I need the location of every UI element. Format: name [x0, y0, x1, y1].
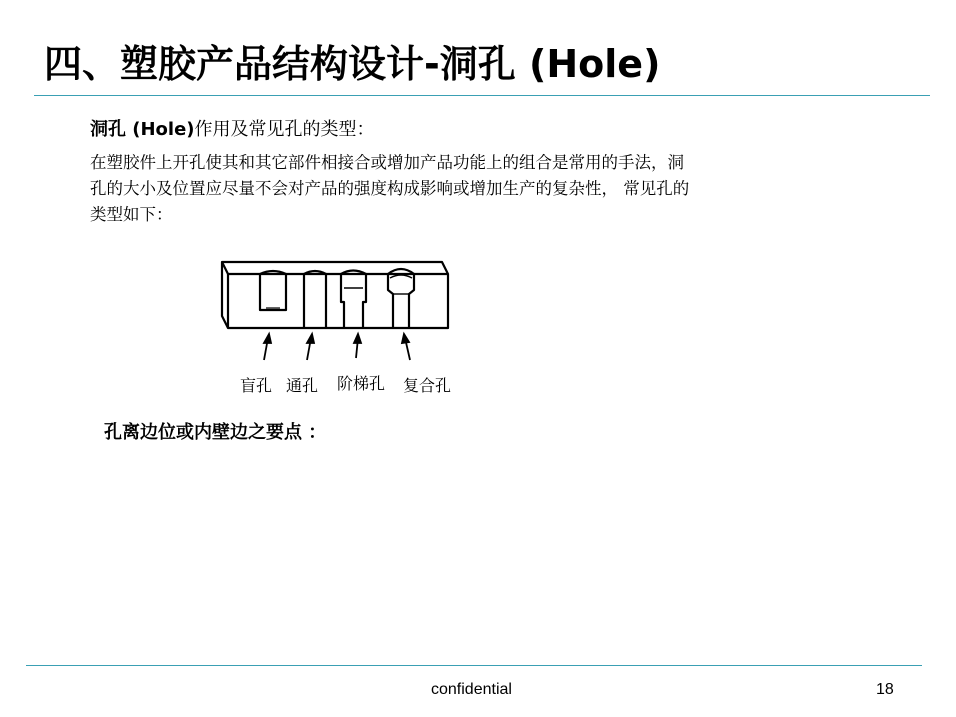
paragraph-line: 类型如下： [90, 205, 173, 224]
key-points-heading: 孔离边位或内壁边之要点 ： [104, 422, 327, 443]
label-compound-hole: 复合孔 [403, 376, 452, 395]
page-number: 18 [876, 681, 894, 698]
label-blind-hole: 盲孔 [240, 376, 273, 395]
footer-confidential: confidential [431, 681, 512, 698]
subheading [90, 117, 375, 143]
subheading-bold: 洞孔 (Hole) [90, 119, 195, 140]
paragraph-line: 在塑胶件上开孔使其和其它部件相接合或增加产品功能上的组合是常用的手法，洞 [90, 153, 684, 172]
body-paragraph [90, 150, 880, 228]
label-through-hole: 通孔 [286, 376, 319, 395]
subheading-rest: 作用及常见孔的类型： [194, 119, 375, 140]
hole-types-diagram [200, 250, 490, 400]
footer-divider [26, 665, 922, 666]
slide-title: 四、塑胶产品结构设计-洞孔 (Hole) [44, 42, 661, 86]
label-stepped-hole: 阶梯孔 [337, 374, 386, 393]
paragraph-line: 孔的大小及位置应尽量不会对产品的强度构成影响或增加生产的复杂性， 常见孔的 [90, 179, 690, 198]
title-divider [34, 95, 930, 96]
